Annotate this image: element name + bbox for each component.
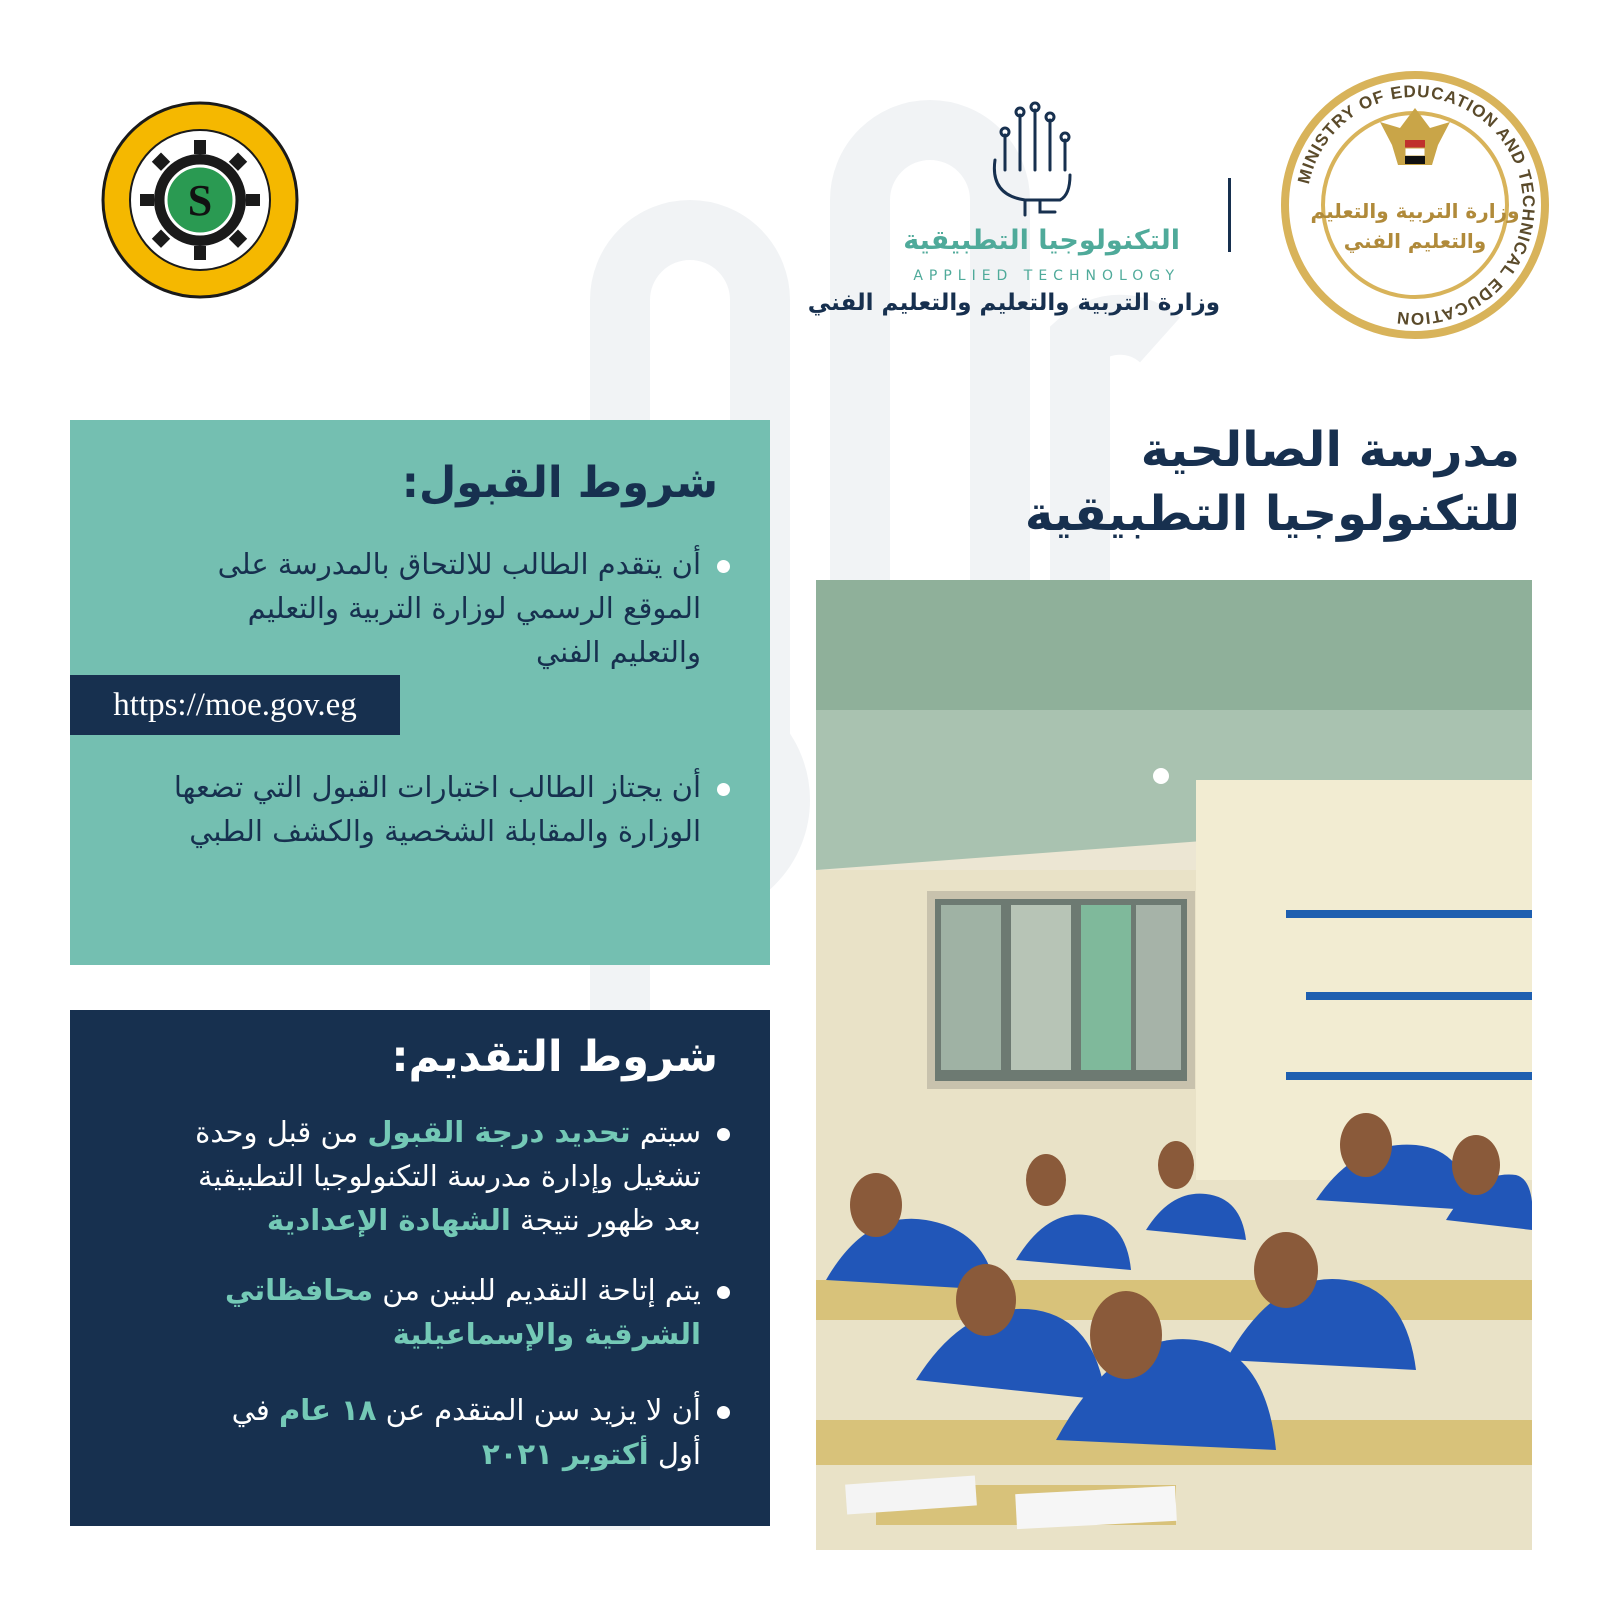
classroom-photo xyxy=(816,580,1532,1550)
moe-logo-arabic-line2: والتعليم الفني xyxy=(1343,229,1487,253)
application-title: شروط التقديم: xyxy=(391,1032,718,1082)
bullet-dot xyxy=(717,1128,730,1141)
applied-technology-english: APPLIED TECHNOLOGY xyxy=(913,268,1180,284)
salhia-company-logo xyxy=(100,100,300,300)
bullet-dot xyxy=(717,783,730,796)
ministry-name: وزارة التربية والتعليم والتعليم الفني xyxy=(807,290,1220,316)
moe-logo-arabic-line1: وزارة التربية والتعليم xyxy=(1310,199,1520,223)
application-item-1-highlight1: تحديد درجة القبول xyxy=(367,1115,631,1149)
admission-item-1-line3: والتعليم الفني xyxy=(536,635,701,669)
application-item-3-highlight2: أكتوبر ٢٠٢١ xyxy=(481,1437,649,1471)
application-item-1 xyxy=(140,1110,730,1242)
application-item-1-part2: من قبل وحدة xyxy=(195,1115,359,1149)
bullet-dot xyxy=(717,1406,730,1419)
application-item-1-part3: بعد ظهور نتيجة xyxy=(520,1203,701,1237)
admission-item-2-line2: الوزارة والمقابلة الشخصية والكشف الطبي xyxy=(189,814,701,848)
application-conditions-panel xyxy=(70,1010,770,1526)
bullet-dot xyxy=(717,1286,730,1299)
admission-title: شروط القبول: xyxy=(401,458,718,508)
applied-technology-title: التكنولوجيا التطبيقية xyxy=(903,225,1180,256)
application-item-2 xyxy=(140,1268,730,1356)
application-item-1-line2: تشغيل وإدارة مدرسة التكنولوجيا التطبيقية xyxy=(198,1159,701,1193)
admission-item-1-line2: الموقع الرسمي لوزارة التربية والتعليم xyxy=(247,591,701,625)
application-item-2-part1: يتم إتاحة التقديم للبنين من xyxy=(382,1273,701,1307)
application-item-3 xyxy=(140,1388,730,1476)
application-item-2-highlight1: محافظاتي xyxy=(224,1273,374,1307)
application-item-3-part2: في xyxy=(231,1393,270,1427)
application-item-3-part1: أن لا يزيد سن المتقدم عن xyxy=(385,1393,701,1427)
bullet-dot xyxy=(717,560,730,573)
school-title xyxy=(900,418,1520,546)
moe-logo-english: MINISTRY OF EDUCATION AND TECHNICAL EDUCATION xyxy=(1294,81,1539,329)
school-title-line1: مدرسة الصالحية xyxy=(1140,422,1520,478)
application-item-3-highlight1: ١٨ عام xyxy=(278,1393,377,1427)
school-title-line2: للتكنولوجيا التطبيقية xyxy=(1024,486,1520,542)
ministry-of-education-logo xyxy=(1280,70,1550,340)
application-item-3-part3: أول xyxy=(657,1437,701,1471)
application-item-2-highlight2: الشرقية والإسماعيلية xyxy=(392,1317,701,1351)
salhia-logo-letter: S xyxy=(187,176,213,225)
admission-item-2 xyxy=(140,765,730,853)
application-item-1-part1: سيتم xyxy=(639,1115,701,1149)
application-item-1-highlight2: الشهادة الإعدادية xyxy=(266,1203,511,1237)
header-divider xyxy=(1228,178,1231,252)
classroom-window xyxy=(931,895,1191,1085)
admission-item-1-line1: أن يتقدم الطالب للالتحاق بالمدرسة على xyxy=(217,547,701,581)
applied-technology-hand-icon xyxy=(980,100,1080,220)
admission-item-1 xyxy=(140,542,730,674)
admission-item-2-line1: أن يجتاز الطالب اختبارات القبول التي تضعها xyxy=(173,770,701,804)
moe-website-link[interactable]: https://moe.gov.eg xyxy=(70,675,400,735)
